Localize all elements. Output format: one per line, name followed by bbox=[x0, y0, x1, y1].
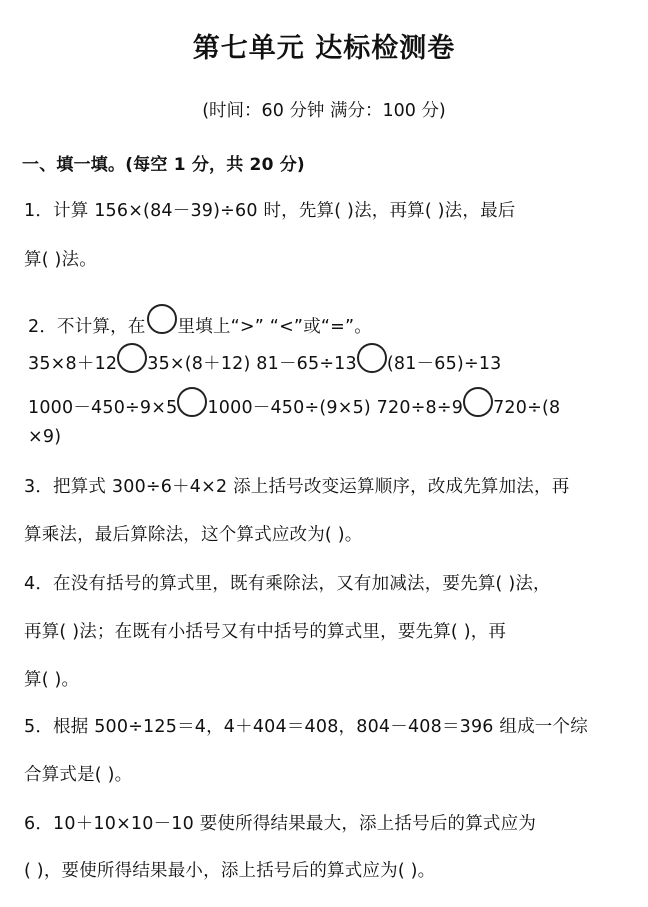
question-5-line-2: 合算式是( )。 bbox=[24, 765, 133, 785]
exam-info: (时间：60 分钟 满分：100 分) bbox=[202, 101, 446, 121]
question-2-intro bbox=[28, 304, 372, 338]
question-4-line-2: 再算( )法；在既有小括号又有中括号的算式里，要先算( )，再 bbox=[24, 622, 507, 642]
expression: (81－65)÷13 bbox=[386, 354, 502, 374]
expression: 35×(8＋12) 81－65÷13 bbox=[147, 354, 357, 374]
answer-circle[interactable] bbox=[177, 387, 207, 417]
expression: 1000－450÷(9×5) 720÷8÷9 bbox=[207, 398, 464, 418]
question-2-text-a: 2．不计算，在 bbox=[28, 317, 146, 337]
question-5-line-1: 5．根据 500÷125＝4，4＋404＝408，804－408＝396 组成一个综 bbox=[24, 717, 588, 737]
page-title: 第七单元 达标检测卷 bbox=[192, 33, 456, 64]
question-2-text-b: 里填上“>” “<”或“=”。 bbox=[177, 317, 372, 337]
question-2-row-1 bbox=[28, 343, 501, 375]
question-3-line-2: 算乘法，最后算除法，这个算式应改为( )。 bbox=[24, 525, 363, 545]
question-1-line-1: 1．计算 156×(84－39)÷60 时，先算( )法，再算( )法，最后 bbox=[24, 201, 516, 221]
question-4-line-3: 算( )。 bbox=[24, 670, 80, 690]
question-1-line-2: 算( )法。 bbox=[24, 250, 97, 270]
question-3-line-1: 3．把算式 300÷6＋4×2 添上括号改变运算顺序，改成先算加法，再 bbox=[24, 477, 570, 497]
answer-circle[interactable] bbox=[117, 343, 147, 373]
question-6-line-1: 6．10＋10×10－10 要使所得结果最大，添上括号后的算式应为 bbox=[24, 814, 537, 834]
answer-circle[interactable] bbox=[147, 304, 177, 334]
question-4-line-1: 4．在没有括号的算式里，既有乘除法，又有加减法，要先算( )法， bbox=[24, 574, 551, 594]
answer-circle[interactable] bbox=[463, 387, 493, 417]
section-heading: 一、填一填。(每空 1 分，共 20 分) bbox=[22, 155, 305, 175]
question-6-line-2: ( )，要使所得结果最小，添上括号后的算式应为( )。 bbox=[24, 861, 436, 881]
answer-circle[interactable] bbox=[357, 343, 387, 373]
expression: 1000－450÷9×5 bbox=[28, 398, 178, 418]
question-2-row-2 bbox=[28, 387, 560, 419]
expression: 35×8＋12 bbox=[28, 354, 118, 374]
expression: 720÷(8 bbox=[493, 398, 561, 418]
question-2-row-3: ×9) bbox=[28, 427, 62, 447]
